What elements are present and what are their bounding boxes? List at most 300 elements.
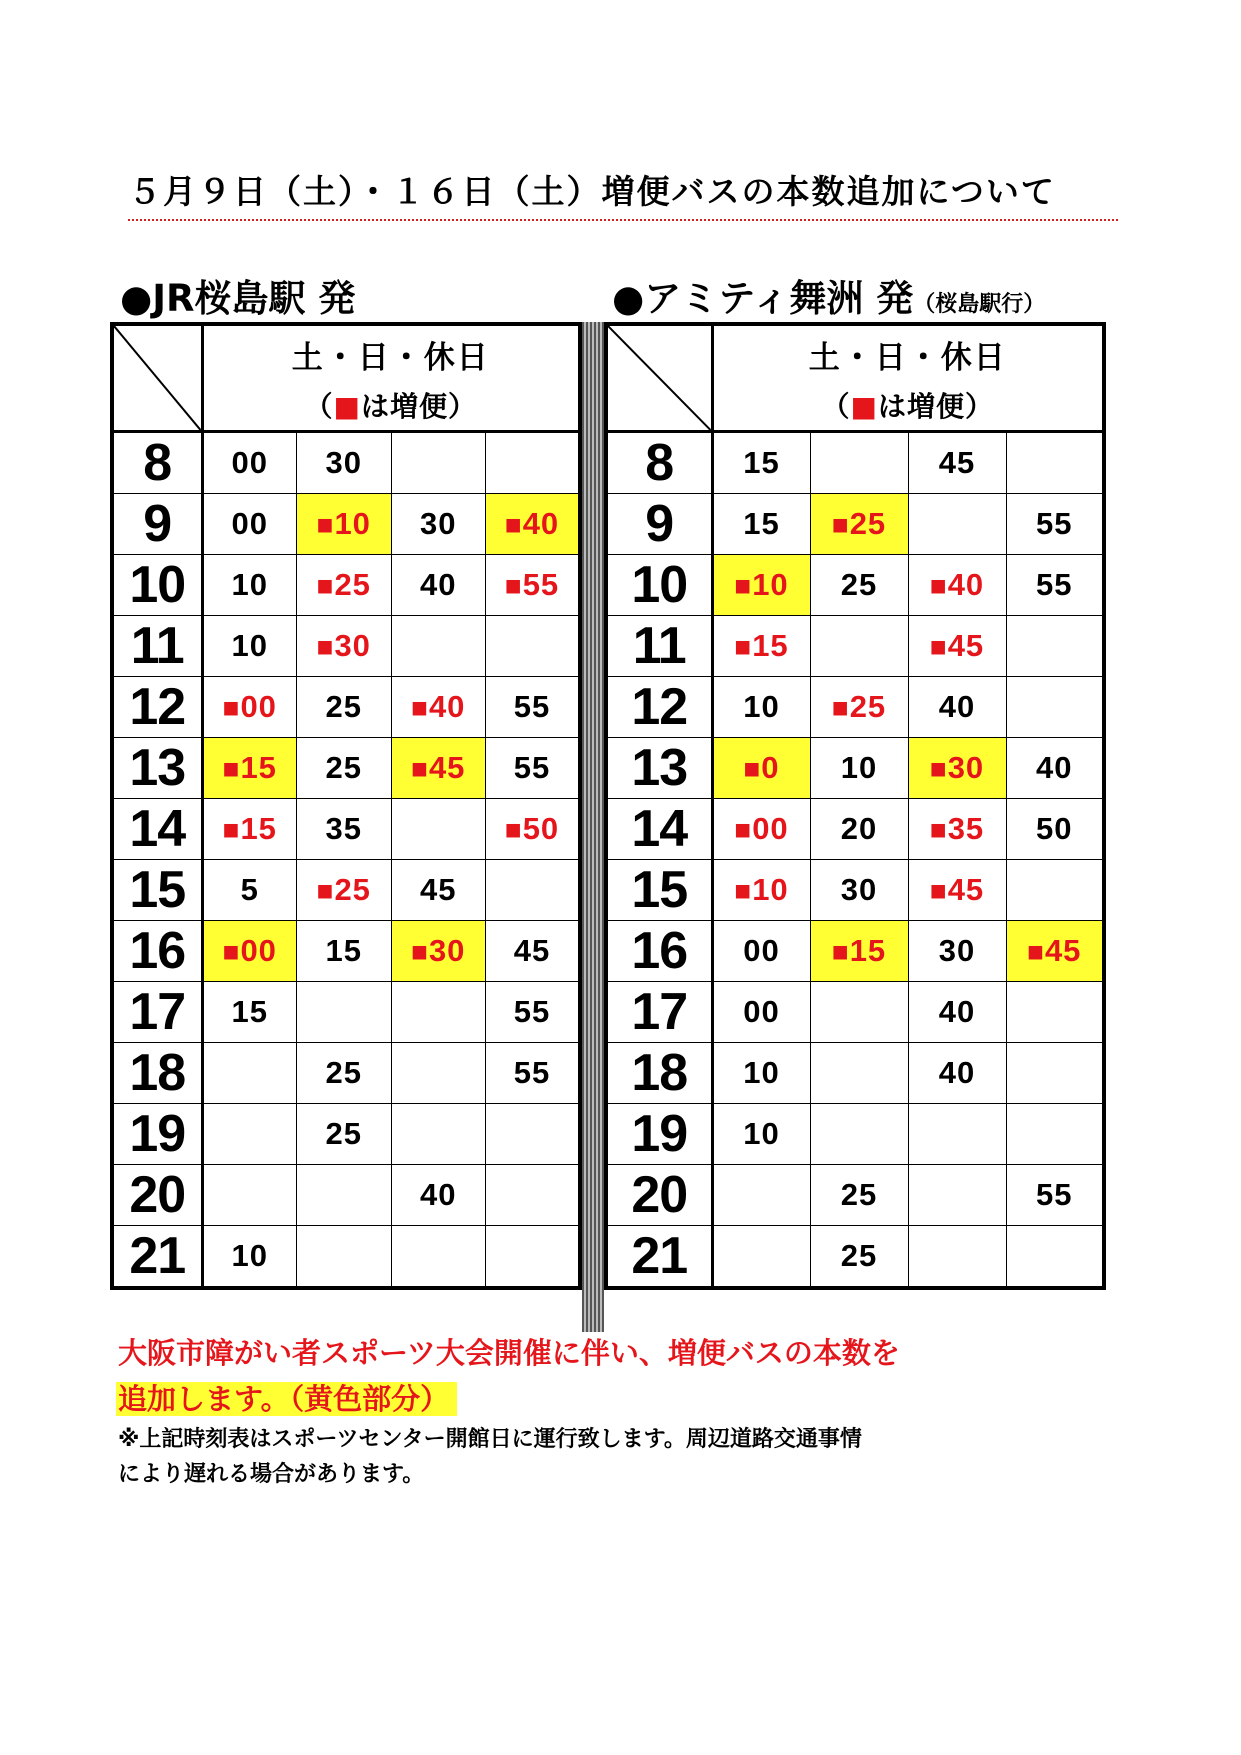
timetable-row — [606, 921, 1104, 982]
hour-cell: 9 — [112, 494, 202, 555]
square-mark-icon: ■ — [850, 389, 878, 423]
minute-cell — [712, 494, 810, 555]
hour-cell: 10 — [112, 555, 202, 616]
timetable-row — [112, 799, 580, 860]
minute-cell — [297, 1043, 392, 1104]
minute-cell — [391, 982, 486, 1043]
extra-service-mark-icon: ■ — [734, 570, 753, 601]
minute-cell — [712, 1104, 810, 1165]
extra-service-mark-icon: ■ — [734, 875, 753, 906]
station-name: ●JR桜島駅 発 — [120, 277, 356, 320]
extra-service-notice — [118, 1330, 900, 1422]
timetable-row — [112, 1104, 580, 1165]
minute-cell — [712, 1043, 810, 1104]
minute-value: 30 — [840, 872, 878, 907]
minute-cell — [908, 982, 1006, 1043]
minute-value: 10 — [743, 689, 780, 724]
minute-cell — [202, 1043, 297, 1104]
minute-value: 45 — [938, 445, 976, 480]
minute-value: 55 — [513, 689, 551, 724]
minute-cell — [391, 799, 486, 860]
timetable-header-row — [112, 324, 580, 432]
minute-cell — [810, 1165, 908, 1226]
minute-cell — [391, 1165, 486, 1226]
extra-service-mark-icon: ■ — [734, 631, 753, 662]
timetable-row — [606, 555, 1104, 616]
timetable-row — [606, 432, 1104, 494]
minute-cell — [391, 677, 486, 738]
minute-cell — [1006, 1226, 1104, 1289]
minute-cell — [202, 1226, 297, 1289]
hour-cell: 11 — [112, 616, 202, 677]
hour-cell: 19 — [606, 1104, 712, 1165]
minute-cell — [810, 1104, 908, 1165]
minute-cell — [1006, 738, 1104, 799]
timetable-row — [112, 921, 580, 982]
minute-cell — [712, 555, 810, 616]
extra-service-mark-icon: ■ — [316, 509, 335, 540]
corner-cell — [112, 324, 202, 432]
extra-service-mark-icon: ■ — [929, 753, 948, 784]
hour-cell: 17 — [606, 982, 712, 1043]
notice-line-2: 追加します。（黄色部分） — [116, 1382, 457, 1416]
footnote-line-1: ※上記時刻表はスポーツセンター開館日に運行致します。周辺道路交通事情 — [118, 1427, 862, 1452]
minute-cell — [486, 1165, 581, 1226]
minute-cell — [391, 432, 486, 494]
timetable-header-row — [606, 324, 1104, 432]
minute-cell — [202, 738, 297, 799]
minute-value: 25 — [840, 567, 878, 602]
minute-cell — [297, 738, 392, 799]
minute-value: 40 — [938, 994, 976, 1029]
page-title: ５月９日（土）・１６日（土）増便バスの本数追加について — [128, 166, 1118, 221]
extra-service-mark-icon: ■ — [316, 875, 335, 906]
minute-value: 55 — [1036, 1177, 1073, 1212]
timetable-row — [606, 982, 1104, 1043]
minute-cell — [391, 494, 486, 555]
minute-cell — [297, 982, 392, 1043]
minute-value: 30 — [428, 933, 466, 968]
minute-value: 30 — [938, 933, 976, 968]
minute-value: 40 — [938, 1055, 976, 1090]
minute-value: 55 — [513, 1055, 551, 1090]
minute-cell — [297, 1104, 392, 1165]
extra-service-legend: （■は増便） — [304, 389, 477, 423]
minute-cell — [297, 1165, 392, 1226]
minute-cell — [810, 738, 908, 799]
minute-cell — [810, 555, 908, 616]
minute-cell — [202, 432, 297, 494]
minute-cell — [712, 982, 810, 1043]
minute-value: 50 — [1036, 811, 1073, 846]
minute-value: 25 — [325, 1055, 362, 1090]
minute-value: 15 — [743, 506, 780, 541]
hour-cell: 18 — [606, 1043, 712, 1104]
extra-service-mark-icon: ■ — [831, 936, 850, 967]
minute-value: 30 — [325, 445, 362, 480]
minute-cell — [202, 860, 297, 921]
timetable-row — [112, 494, 580, 555]
day-type-label: 土・日・休日 — [808, 339, 1007, 376]
minute-value: 25 — [325, 689, 362, 724]
hour-cell: 14 — [606, 799, 712, 860]
extra-service-mark-icon: ■ — [831, 692, 850, 723]
minute-cell — [202, 1165, 297, 1226]
minute-value: 35 — [325, 811, 362, 846]
minute-cell — [908, 677, 1006, 738]
hour-cell: 13 — [606, 738, 712, 799]
minute-cell — [202, 616, 297, 677]
extra-service-mark-icon: ■ — [831, 509, 850, 540]
hour-cell: 8 — [606, 432, 712, 494]
diagonal-line-icon — [114, 326, 201, 430]
hour-cell: 15 — [112, 860, 202, 921]
minute-cell — [202, 1104, 297, 1165]
minute-cell — [712, 432, 810, 494]
minute-value: 15 — [325, 933, 362, 968]
minute-cell — [486, 555, 581, 616]
minute-value: 15 — [240, 811, 277, 846]
hour-cell: 9 — [606, 494, 712, 555]
minute-value: 20 — [840, 811, 878, 846]
minute-cell — [712, 1165, 810, 1226]
timetable-row — [606, 494, 1104, 555]
minute-cell — [202, 555, 297, 616]
minute-cell — [1006, 677, 1104, 738]
minute-value: 15 — [743, 445, 780, 480]
hour-cell: 14 — [112, 799, 202, 860]
minute-value: 5 — [240, 872, 259, 907]
minute-value: 10 — [334, 506, 371, 541]
hour-cell: 16 — [112, 921, 202, 982]
station-name: ●アミティ舞洲 発 — [612, 277, 914, 320]
minute-value: 25 — [334, 872, 371, 907]
hour-cell: 21 — [112, 1226, 202, 1289]
minute-cell — [908, 860, 1006, 921]
minute-cell — [391, 1226, 486, 1289]
timetable-row — [112, 860, 580, 921]
minute-cell — [486, 494, 581, 555]
minute-cell — [486, 677, 581, 738]
table-divider — [582, 322, 604, 1332]
timetable-amity-maishima — [604, 322, 1106, 1290]
minute-cell — [1006, 860, 1104, 921]
minute-value: 45 — [513, 933, 551, 968]
minute-value: 30 — [334, 628, 371, 663]
minute-cell — [810, 860, 908, 921]
day-type-header — [712, 324, 1104, 432]
minute-cell — [486, 432, 581, 494]
timetable-row — [606, 860, 1104, 921]
minute-cell — [486, 982, 581, 1043]
minute-cell — [297, 799, 392, 860]
minute-cell — [391, 921, 486, 982]
timetable-row — [112, 982, 580, 1043]
timetable-row — [606, 1165, 1104, 1226]
extra-service-mark-icon: ■ — [316, 570, 335, 601]
minute-value: 25 — [849, 689, 887, 724]
timetable-row — [606, 1226, 1104, 1289]
hour-cell: 10 — [606, 555, 712, 616]
minute-cell — [908, 555, 1006, 616]
minute-value: 10 — [752, 567, 789, 602]
minute-value: 15 — [849, 933, 887, 968]
hour-cell: 8 — [112, 432, 202, 494]
hour-cell: 16 — [606, 921, 712, 982]
minute-value: 30 — [947, 750, 985, 785]
timetable-row — [606, 799, 1104, 860]
minute-cell — [712, 1226, 810, 1289]
minute-value: 00 — [231, 506, 268, 541]
minute-cell — [1006, 432, 1104, 494]
minute-cell — [486, 738, 581, 799]
extra-service-mark-icon: ■ — [222, 692, 241, 723]
minute-value: 25 — [840, 1177, 878, 1212]
minute-value: 10 — [231, 1238, 268, 1273]
minute-cell — [1006, 921, 1104, 982]
minute-cell — [810, 799, 908, 860]
minute-value: 10 — [231, 628, 268, 663]
station-heading-amity-maishima — [612, 268, 1045, 322]
minute-cell — [1006, 982, 1104, 1043]
minute-cell — [810, 494, 908, 555]
minute-cell — [297, 921, 392, 982]
extra-service-mark-icon: ■ — [929, 814, 948, 845]
hour-cell: 15 — [606, 860, 712, 921]
corner-cell — [606, 324, 712, 432]
minute-cell — [712, 921, 810, 982]
minute-value: 10 — [752, 872, 789, 907]
timetable-body — [112, 432, 580, 1289]
minute-value: 40 — [1036, 750, 1073, 785]
minute-cell — [391, 616, 486, 677]
minute-value: 45 — [1044, 933, 1082, 968]
extra-service-mark-icon: ■ — [929, 570, 948, 601]
minute-value: 40 — [428, 689, 466, 724]
minute-cell — [810, 1043, 908, 1104]
minute-cell — [1006, 555, 1104, 616]
timetable-row — [112, 1226, 580, 1289]
minute-cell — [297, 677, 392, 738]
minute-value: 00 — [752, 811, 789, 846]
minute-value: 30 — [420, 506, 457, 541]
minute-value: 45 — [420, 872, 457, 907]
minute-cell — [908, 1043, 1006, 1104]
minute-cell — [810, 677, 908, 738]
extra-service-mark-icon: ■ — [222, 814, 241, 845]
minute-value: 50 — [522, 811, 560, 846]
day-type-label: 土・日・休日 — [291, 339, 490, 376]
extra-service-mark-icon: ■ — [411, 936, 429, 967]
minute-value: 10 — [743, 1055, 780, 1090]
minute-cell — [486, 799, 581, 860]
minute-value: 45 — [428, 750, 466, 785]
footnote-line-2: により遅れる場合があります。 — [118, 1462, 425, 1487]
minute-value: 40 — [420, 567, 457, 602]
minute-cell — [391, 1104, 486, 1165]
timetable-row — [112, 555, 580, 616]
minute-cell — [712, 799, 810, 860]
minute-value: 55 — [513, 750, 551, 785]
timetable-jr-sakurajima — [110, 322, 582, 1290]
hour-cell: 18 — [112, 1043, 202, 1104]
extra-service-mark-icon: ■ — [734, 814, 753, 845]
minute-cell — [908, 1165, 1006, 1226]
minute-cell — [908, 799, 1006, 860]
minute-value: 25 — [849, 506, 887, 541]
minute-cell — [908, 921, 1006, 982]
extra-service-mark-icon: ■ — [411, 692, 429, 723]
minute-value: 55 — [1036, 506, 1073, 541]
extra-service-mark-icon: ■ — [504, 509, 523, 540]
minute-value: 25 — [334, 567, 371, 602]
minute-value: 00 — [743, 994, 780, 1029]
minute-value: 45 — [947, 872, 985, 907]
notice-line-1: 大阪市障がい者スポーツ大会開催に伴い、増便バスの本数を — [118, 1336, 900, 1370]
minute-value: 35 — [947, 811, 985, 846]
minute-value: 25 — [840, 1238, 878, 1273]
minute-cell — [1006, 799, 1104, 860]
extra-service-mark-icon: ■ — [316, 631, 335, 662]
footnote — [118, 1422, 862, 1492]
minute-cell — [810, 982, 908, 1043]
hour-cell: 13 — [112, 738, 202, 799]
minute-value: 15 — [231, 994, 268, 1029]
minute-cell — [810, 432, 908, 494]
minute-value: 40 — [938, 689, 976, 724]
minute-value: 10 — [231, 567, 268, 602]
hour-cell: 21 — [606, 1226, 712, 1289]
extra-service-mark-icon: ■ — [222, 753, 241, 784]
hour-cell: 12 — [112, 677, 202, 738]
minute-value: 45 — [947, 628, 985, 663]
minute-cell — [297, 494, 392, 555]
minute-value: 55 — [522, 567, 560, 602]
minute-cell — [297, 616, 392, 677]
minute-cell — [908, 494, 1006, 555]
minute-cell — [391, 555, 486, 616]
timetable-row — [112, 432, 580, 494]
minute-value: 10 — [743, 1116, 780, 1151]
minute-value: 00 — [240, 689, 277, 724]
minute-cell — [486, 921, 581, 982]
minute-cell — [297, 860, 392, 921]
extra-service-mark-icon: ■ — [743, 753, 762, 784]
minute-cell — [908, 432, 1006, 494]
hour-cell: 11 — [606, 616, 712, 677]
minute-value: 00 — [231, 445, 268, 480]
hour-cell: 20 — [606, 1165, 712, 1226]
minute-cell — [391, 1043, 486, 1104]
minute-cell — [202, 677, 297, 738]
extra-service-mark-icon: ■ — [222, 936, 241, 967]
minute-value: 40 — [947, 567, 985, 602]
extra-service-mark-icon: ■ — [504, 570, 523, 601]
timetable-row — [606, 1043, 1104, 1104]
minute-value: 25 — [325, 1116, 362, 1151]
extra-service-legend: （■は増便） — [821, 389, 994, 423]
timetable-row — [112, 1043, 580, 1104]
diagonal-line-icon — [608, 326, 711, 430]
extra-service-mark-icon: ■ — [1027, 936, 1045, 967]
timetable-row — [606, 1104, 1104, 1165]
minute-cell — [297, 1226, 392, 1289]
minute-cell — [486, 616, 581, 677]
minute-value: 40 — [522, 506, 560, 541]
extra-service-mark-icon: ■ — [929, 631, 948, 662]
minute-cell — [1006, 1165, 1104, 1226]
minute-cell — [486, 1043, 581, 1104]
timetable-row — [606, 738, 1104, 799]
day-type-header — [202, 324, 580, 432]
hour-cell: 19 — [112, 1104, 202, 1165]
station-heading-jr-sakurajima — [120, 268, 355, 322]
minute-cell — [1006, 494, 1104, 555]
minute-cell — [908, 1226, 1006, 1289]
minute-value: 00 — [240, 933, 277, 968]
timetable-row — [112, 616, 580, 677]
minute-cell — [712, 677, 810, 738]
square-mark-icon: ■ — [333, 389, 361, 423]
minute-cell — [810, 921, 908, 982]
minute-cell — [297, 432, 392, 494]
timetable-row — [606, 616, 1104, 677]
minute-cell — [391, 860, 486, 921]
minute-cell — [1006, 1104, 1104, 1165]
minute-value: 40 — [420, 1177, 457, 1212]
minute-cell — [202, 799, 297, 860]
minute-cell — [908, 738, 1006, 799]
minute-cell — [810, 1226, 908, 1289]
minute-value: 10 — [840, 750, 878, 785]
minute-value: 15 — [240, 750, 277, 785]
hour-cell: 12 — [606, 677, 712, 738]
minute-value: 55 — [513, 994, 551, 1029]
minute-cell — [202, 921, 297, 982]
station-destination-note: （桜島駅行） — [913, 292, 1046, 317]
minute-cell — [712, 738, 810, 799]
minute-cell — [712, 860, 810, 921]
minute-value: 15 — [752, 628, 789, 663]
timetable-body — [606, 432, 1104, 1289]
minute-cell — [202, 982, 297, 1043]
hour-cell: 20 — [112, 1165, 202, 1226]
minute-cell — [391, 738, 486, 799]
minute-value: 25 — [325, 750, 362, 785]
minute-cell — [486, 860, 581, 921]
minute-cell — [908, 616, 1006, 677]
minute-cell — [297, 555, 392, 616]
minute-cell — [486, 1226, 581, 1289]
minute-cell — [1006, 1043, 1104, 1104]
minute-cell — [486, 1104, 581, 1165]
extra-service-mark-icon: ■ — [929, 875, 948, 906]
minute-value: 0 — [761, 750, 780, 785]
timetable-row — [606, 677, 1104, 738]
minute-cell — [1006, 616, 1104, 677]
minute-cell — [908, 1104, 1006, 1165]
minute-cell — [202, 494, 297, 555]
extra-service-mark-icon: ■ — [411, 753, 429, 784]
extra-service-mark-icon: ■ — [504, 814, 523, 845]
timetable-row — [112, 1165, 580, 1226]
timetable-row — [112, 677, 580, 738]
minute-cell — [712, 616, 810, 677]
hour-cell: 17 — [112, 982, 202, 1043]
timetable-row — [112, 738, 580, 799]
minute-value: 00 — [743, 933, 780, 968]
minute-value: 55 — [1036, 567, 1073, 602]
